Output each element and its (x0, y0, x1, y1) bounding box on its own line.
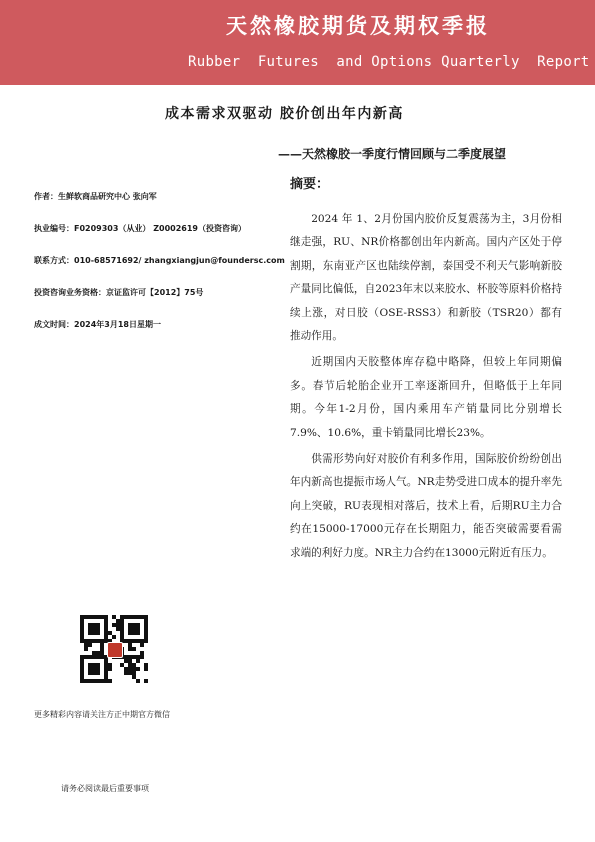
qr-module (136, 655, 140, 659)
license-line: 执业编号：F0209303（从业） Z0002619（投资咨询） (34, 224, 246, 233)
qr-module (80, 635, 84, 639)
qr-module (88, 627, 92, 631)
qr-module (144, 679, 148, 683)
qr-module (96, 631, 100, 635)
qr-module (144, 615, 148, 619)
qr-module (92, 671, 96, 675)
qr-module (96, 623, 100, 627)
qr-module (124, 667, 128, 671)
qr-module (128, 623, 132, 627)
report-subtitle: ——天然橡胶一季度行情回顾与二季度展望 (278, 147, 507, 161)
qr-module (104, 619, 108, 623)
qr-module (120, 663, 124, 667)
report-title: 成本需求双驱动 胶价创出年内新高 (165, 106, 404, 122)
qr-module (100, 647, 104, 651)
qr-module (128, 627, 132, 631)
qr-module (104, 635, 108, 639)
qr-module (120, 635, 124, 639)
qr-module (132, 627, 136, 631)
qr-module (80, 623, 84, 627)
qr-module (136, 627, 140, 631)
qr-module (132, 663, 136, 667)
qr-module (100, 643, 104, 647)
qr-code-icon (80, 615, 148, 683)
qr-module (88, 643, 92, 647)
qr-module (80, 679, 84, 683)
qr-module (112, 615, 116, 619)
qr-module (132, 631, 136, 635)
qr-module (88, 679, 92, 683)
qr-module (128, 663, 132, 667)
qr-module (128, 631, 132, 635)
abstract-paragraph-2: 近期国内天胶整体库存稳中略降，但较上年同期偏多。春节后轮胎企业开工率逐渐回升，但略低于上年同期。今年1-2月份，国内乘用车产销量同比分别增长7.9%、10.6%，重卡销量同比增长23%。 (290, 356, 562, 439)
qr-module (88, 639, 92, 643)
qr-module (80, 631, 84, 635)
qr-module (88, 655, 92, 659)
qr-module (144, 619, 148, 623)
qr-module (100, 615, 104, 619)
qr-module (132, 623, 136, 627)
qr-module (80, 667, 84, 671)
abstract-heading: 摘要： (290, 177, 330, 192)
qr-module (132, 671, 136, 675)
qr-module (132, 655, 136, 659)
qr-module (136, 631, 140, 635)
header-banner (0, 0, 595, 85)
qr-module (80, 671, 84, 675)
qr-module (96, 671, 100, 675)
qr-module (120, 623, 124, 627)
qr-module (144, 667, 148, 671)
qr-module (88, 663, 92, 667)
qr-module (112, 635, 116, 639)
qr-module (92, 639, 96, 643)
qr-module (140, 643, 144, 647)
date-line: 成文时间：2024年3月18日星期一 (34, 320, 161, 329)
footer-notice: 请务必阅读最后重要事项 (61, 784, 149, 793)
qr-module (132, 639, 136, 643)
qr-module (104, 663, 108, 667)
qr-module (116, 627, 120, 631)
qr-module (132, 647, 136, 651)
qr-module (104, 623, 108, 627)
qr-module (104, 659, 108, 663)
qr-module (96, 655, 100, 659)
qr-module (108, 667, 112, 671)
qr-module (124, 671, 128, 675)
qr-module (128, 671, 132, 675)
qr-module (84, 639, 88, 643)
qr-caption: 更多精彩内容请关注方正中期官方微信 (34, 710, 170, 719)
qr-module (112, 623, 116, 627)
abstract-body (290, 208, 562, 568)
qr-module (96, 627, 100, 631)
qr-module (104, 671, 108, 675)
qr-module (92, 615, 96, 619)
qr-module (140, 655, 144, 659)
qr-module (88, 623, 92, 627)
qr-module (80, 615, 84, 619)
qr-module (124, 655, 128, 659)
qr-module (88, 671, 92, 675)
qr-module (136, 659, 140, 663)
qr-module (136, 623, 140, 627)
qr-module (128, 647, 132, 651)
qr-module (100, 679, 104, 683)
report-series-subtitle: Rubber Futures and Options Quarterly Report (188, 54, 590, 70)
report-series-title: 天然橡胶期货及期权季报 (226, 13, 490, 38)
qr-module (144, 631, 148, 635)
qr-module (84, 647, 88, 651)
qr-module (92, 623, 96, 627)
qr-module (140, 615, 144, 619)
qr-module (80, 639, 84, 643)
qr-module (132, 667, 136, 671)
qr-module (92, 631, 96, 635)
qr-module (96, 667, 100, 671)
qr-module (88, 667, 92, 671)
qr-module (136, 615, 140, 619)
qr-module (140, 651, 144, 655)
qr-module (144, 623, 148, 627)
qr-module (128, 639, 132, 643)
qr-module (108, 631, 112, 635)
qr-module (92, 627, 96, 631)
qr-module (104, 667, 108, 671)
qr-module (96, 615, 100, 619)
qr-module (144, 639, 148, 643)
qr-module (100, 639, 104, 643)
qr-module (136, 679, 140, 683)
qr-module (132, 675, 136, 679)
qr-module (144, 627, 148, 631)
qr-module (124, 639, 128, 643)
qr-module (108, 663, 112, 667)
qr-module (92, 663, 96, 667)
qr-module (124, 659, 128, 663)
qr-module (80, 663, 84, 667)
qr-module (84, 643, 88, 647)
qr-module (140, 639, 144, 643)
qr-module (128, 659, 132, 663)
qr-module (88, 615, 92, 619)
qr-module (104, 627, 108, 631)
qr-module (84, 655, 88, 659)
contact-line: 联系方式：010-68571692/ zhangxiangjun@foundersc.com (34, 256, 285, 265)
qr-module (124, 615, 128, 619)
qr-module (144, 635, 148, 639)
qr-module (92, 667, 96, 671)
qr-module (108, 679, 112, 683)
abstract-paragraph-1: 2024 年 1、2月份国内胶价反复震荡为主，3月份相继走强，RU、NR价格都创出年内新高。国内产区处于停割期，东南亚产区也陆续停割，泰国受不利天气影响新胶产量同比偏低，自2023年末以来胶水、杯胶等原料价格持续上涨，对日胶（OSE-RSS3）和新胶（TSR20）都有推动作用。 (290, 213, 562, 343)
qr-module (84, 615, 88, 619)
qr-module (96, 639, 100, 643)
qr-module (96, 679, 100, 683)
qr-module (100, 655, 104, 659)
qr-module (128, 655, 132, 659)
qr-module (96, 663, 100, 667)
qr-module (120, 631, 124, 635)
qr-module (136, 667, 140, 671)
qr-module (88, 631, 92, 635)
qr-module (80, 619, 84, 623)
qr-module (80, 659, 84, 663)
author-line: 作者：生鲜软商品研究中心 张向军 (34, 192, 157, 201)
qr-module (132, 615, 136, 619)
qr-module (128, 667, 132, 671)
qr-module (128, 615, 132, 619)
qr-module (80, 655, 84, 659)
brand-logo-icon (107, 642, 123, 658)
abstract-paragraph-3: 供需形势向好对胶价有利多作用，国际胶价纷纷创出年内新高也提振市场人气。NR走势受进口成本的提升率先向上突破，RU表现相对落后，技术上看，后期RU主力合约在15000-17000元存在长期阻力，能否突破需要看需求端的利好力度。NR主力合约在13000元附近有压力。 (290, 453, 562, 559)
qr-module (120, 615, 124, 619)
qr-module (104, 675, 108, 679)
qr-module (104, 631, 108, 635)
qr-module (80, 627, 84, 631)
qr-module (144, 663, 148, 667)
qr-module (96, 651, 100, 655)
qr-module (92, 655, 96, 659)
qr-module (120, 619, 124, 623)
qr-module (128, 643, 132, 647)
qr-module (104, 615, 108, 619)
qr-module (92, 679, 96, 683)
qr-module (84, 679, 88, 683)
qr-module (100, 651, 104, 655)
qr-module (104, 679, 108, 683)
qr-module (116, 619, 120, 623)
qr-module (80, 675, 84, 679)
qr-module (120, 627, 124, 631)
qr-module (92, 651, 96, 655)
qr-module (116, 623, 120, 627)
qr-module (136, 639, 140, 643)
advisory-line: 投资咨询业务资格：京证监许可【2012】75号 (34, 288, 204, 297)
